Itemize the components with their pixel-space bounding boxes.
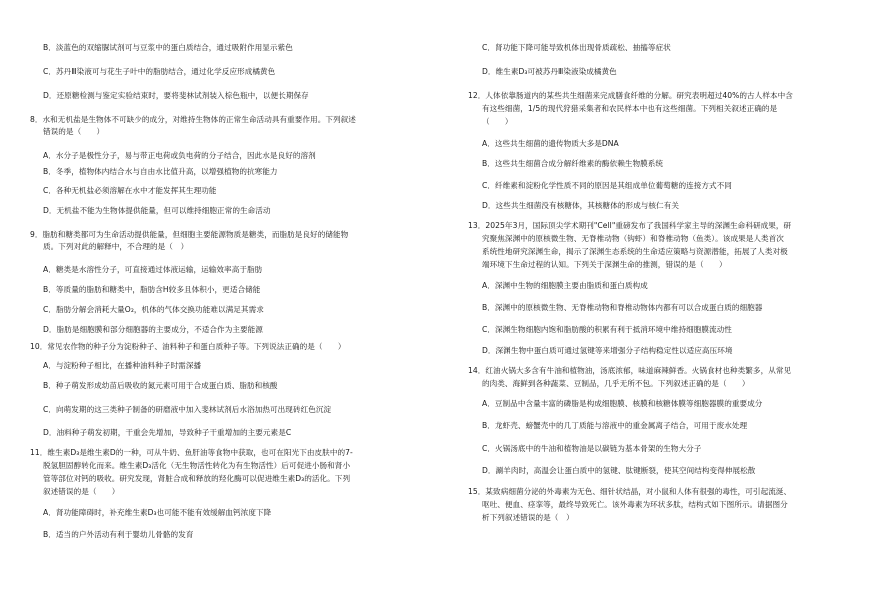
q8-option-b: B．冬季，植物体内结合水与自由水比值升高，以增强植物的抗寒能力 xyxy=(43,167,278,176)
q14-stem-line-1: 14．红油火锅大多含有牛油和植物油，汤底浓郁，味道麻辣鲜香。火锅食材也种类繁多，从常见 xyxy=(468,366,792,375)
q13-stem-line-2: 究聚焦深渊中的原核微生物、无脊椎动物（钩虾）和脊椎动物（鱼类）。该成果是人类首次 xyxy=(482,234,784,243)
q11-option-b: B．适当的户外活动有利于婴幼儿骨骼的发育 xyxy=(43,530,194,539)
q12-option-d: D．这些共生细菌没有核糖体，其核糖体的形成与核仁有关 xyxy=(482,201,679,210)
q7-option-b: B．淡蓝色的双缩脲试剂可与豆浆中的蛋白质结合，通过吸附作用显示紫色 xyxy=(43,43,293,52)
q12-option-c: C．纤维素和淀粉化学性质不同的原因是其组成单位葡萄糖的连接方式不同 xyxy=(482,181,732,190)
q15-stem-line-3: 析下列叙述错误的是（ ） xyxy=(482,513,574,522)
q14-stem-line-2: 的肉类、海鲜到各种蔬菜、豆制品，几乎无所不包。下列叙述正确的是（ ） xyxy=(482,379,750,388)
q10-option-c: C．向萌发期的这三类种子制备的研磨液中加入斐林试剂后水浴加热可出现砖红色沉淀 xyxy=(43,405,332,414)
q11-stem-line-1: 11．维生素D₃是维生素D的一种，可从牛奶、鱼肝油等食物中获取，也可在阳光下由皮肤中的7- xyxy=(30,448,353,457)
q9-stem-line-2: 质。下列对此的解释中，不合理的是（ ） xyxy=(43,242,189,251)
q14-option-c: C．火锅汤底中的牛油和植物油是以碳链为基本骨架的生物大分子 xyxy=(482,444,702,453)
q15-stem-line-2: 呕吐、便血、痉挛等，最终导致死亡。该外毒素为环状多肽，结构式如下图所示。请据图分 xyxy=(482,500,788,509)
q14-option-b: B．龙虾壳、螃蟹壳中的几丁质能与溶液中的重金属离子结合，可用于废水处理 xyxy=(482,421,748,430)
q7-option-c: C．苏丹Ⅲ染液可与花生子叶中的脂肪结合，通过化学反应形成橘黄色 xyxy=(43,67,276,76)
q9-stem-line-1: 9．脂肪和糖类都可为生命活动提供能量，但细胞主要能源物质是糖类，而脂肪是良好的储能物 xyxy=(30,230,349,239)
q11-stem-line-3: 管等部位对钙的吸收。研究发现，肾脏合成和释放的羟化酶可以促进维生素D₃的活化。下列 xyxy=(43,474,351,483)
q12-stem-line-3: （ ） xyxy=(482,117,513,126)
q13-stem-line-1: 13．2025年3月，国际顶尖学术期刊"Cell"重磅发布了我国科学家主导的深渊生命科研成果，研 xyxy=(468,221,792,230)
q13-stem-line-4: 端环境下生命过程的认知。下列关于深渊生命的推测，错误的是（ ） xyxy=(482,260,727,269)
q11-option-a: A．肾功能障碍时，补充维生素D₃也可能不能有效缓解血钙浓度下降 xyxy=(43,508,272,517)
q12-stem-line-2: 有这些细菌，1/5的现代狩猎采集者和农民样本中也有这些细菌。下列相关叙述正确的是 xyxy=(482,104,778,113)
q8-stem-line-2: 错误的是（ ） xyxy=(43,127,105,136)
q11-stem-line-4: 叙述错误的是（ ） xyxy=(43,487,120,496)
q8-option-a: A．水分子是极性分子，易与带正电荷或负电荷的分子结合，因此水是良好的溶剂 xyxy=(43,151,316,160)
q10-option-b: B．种子萌发形成幼苗后吸收的氮元素可用于合成蛋白质、脂肪和核酸 xyxy=(43,381,278,390)
q12-stem-line-1: 12．人体依靠肠道内的某些共生细菌来完成膳食纤维的分解。研究表明超过40%的古人样本中含 xyxy=(468,91,793,100)
q11-option-d: D．维生素D₃可被苏丹Ⅲ染液染成橘黄色 xyxy=(482,67,617,76)
q14-option-a: A．豆制品中含量丰富的磷脂是构成细胞膜、核膜和核糖体膜等细胞器膜的重要成分 xyxy=(482,399,763,408)
q9-option-c: C．脂肪分解会消耗大量O₂，机体的气体交换功能难以满足其需求 xyxy=(43,305,264,314)
q13-option-b: B．深渊中的原核微生物、无脊椎动物和脊椎动物体内都有可以合成蛋白质的细胞器 xyxy=(482,303,763,312)
q13-stem-line-3: 系统性地研究深渊生命，揭示了深渊生态系统的生命适应策略与资源潜能，拓展了人类对极 xyxy=(482,247,788,256)
q8-option-c: C．各种无机盐必须溶解在水中才能发挥其生理功能 xyxy=(43,186,217,195)
q11-stem-line-2: 脱氢胆固醇转化而来。维生素D₃活化（无生物活性转化为有生物活性）后可促进小肠和肾小 xyxy=(43,461,351,470)
q11-option-c: C．肾功能下降可能导致机体出现骨质疏松、抽搐等症状 xyxy=(482,43,671,52)
q10-option-a: A．与淀粉种子相比，在播种油料种子时需深播 xyxy=(43,361,202,370)
q13-option-c: C．深渊生物细胞内饱和脂肪酸的积累有利于抵消环境中维持细胞膜流动性 xyxy=(482,325,732,334)
q7-option-d: D．还原糖检测与鉴定实验结束时，要将斐林试剂装入棕色瓶中，以便长期保存 xyxy=(43,91,309,100)
q12-option-a: A．这些共生细菌的遗传物质大多是DNA xyxy=(482,139,619,148)
q15-stem-line-1: 15．某致病细菌分泌的外毒素为无色、细针状结晶，对小鼠和人体有很强的毒性，可引起流涎、 xyxy=(468,487,792,496)
q10-stem: 10．常见农作物的种子分为淀粉种子、油料种子和蛋白质种子等。下列说法正确的是（ ） xyxy=(30,342,346,351)
q8-option-d: D．无机盐不能为生物体提供能量，但可以维持细胞正常的生命活动 xyxy=(43,206,271,215)
q13-option-a: A．深渊中生物的细胞膜主要由脂质和蛋白质构成 xyxy=(482,281,648,290)
q8-stem-line-1: 8．水和无机盐是生物体不可缺少的成分，对维持生物体的正常生命活动具有重要作用。下列叙述 xyxy=(30,115,356,124)
q9-option-a: A．糖类是水溶性分子，可直接通过体液运输，运输效率高于脂肪 xyxy=(43,265,263,274)
q9-option-b: B．等质量的脂肪和糖类中，脂肪含H较多且体积小，更适合储能 xyxy=(43,285,261,294)
q12-option-b: B．这些共生细菌合成分解纤维素的酶依赖生物膜系统 xyxy=(482,159,664,168)
q13-option-d: D．深渊生物中蛋白质可通过氢键等来增强分子结构稳定性以适应高压环境 xyxy=(482,346,733,355)
q14-option-d: D．涮羊肉时，高温会让蛋白质中的氢键、肽键断裂，使其空间结构变得伸展松散 xyxy=(482,466,756,475)
q9-option-d: D．脂肪是细胞膜和部分细胞器的主要成分，不适合作为主要能源 xyxy=(43,325,263,334)
q10-option-d: D．油料种子萌发初期，干重会先增加，导致种子干重增加的主要元素是C xyxy=(43,428,292,437)
